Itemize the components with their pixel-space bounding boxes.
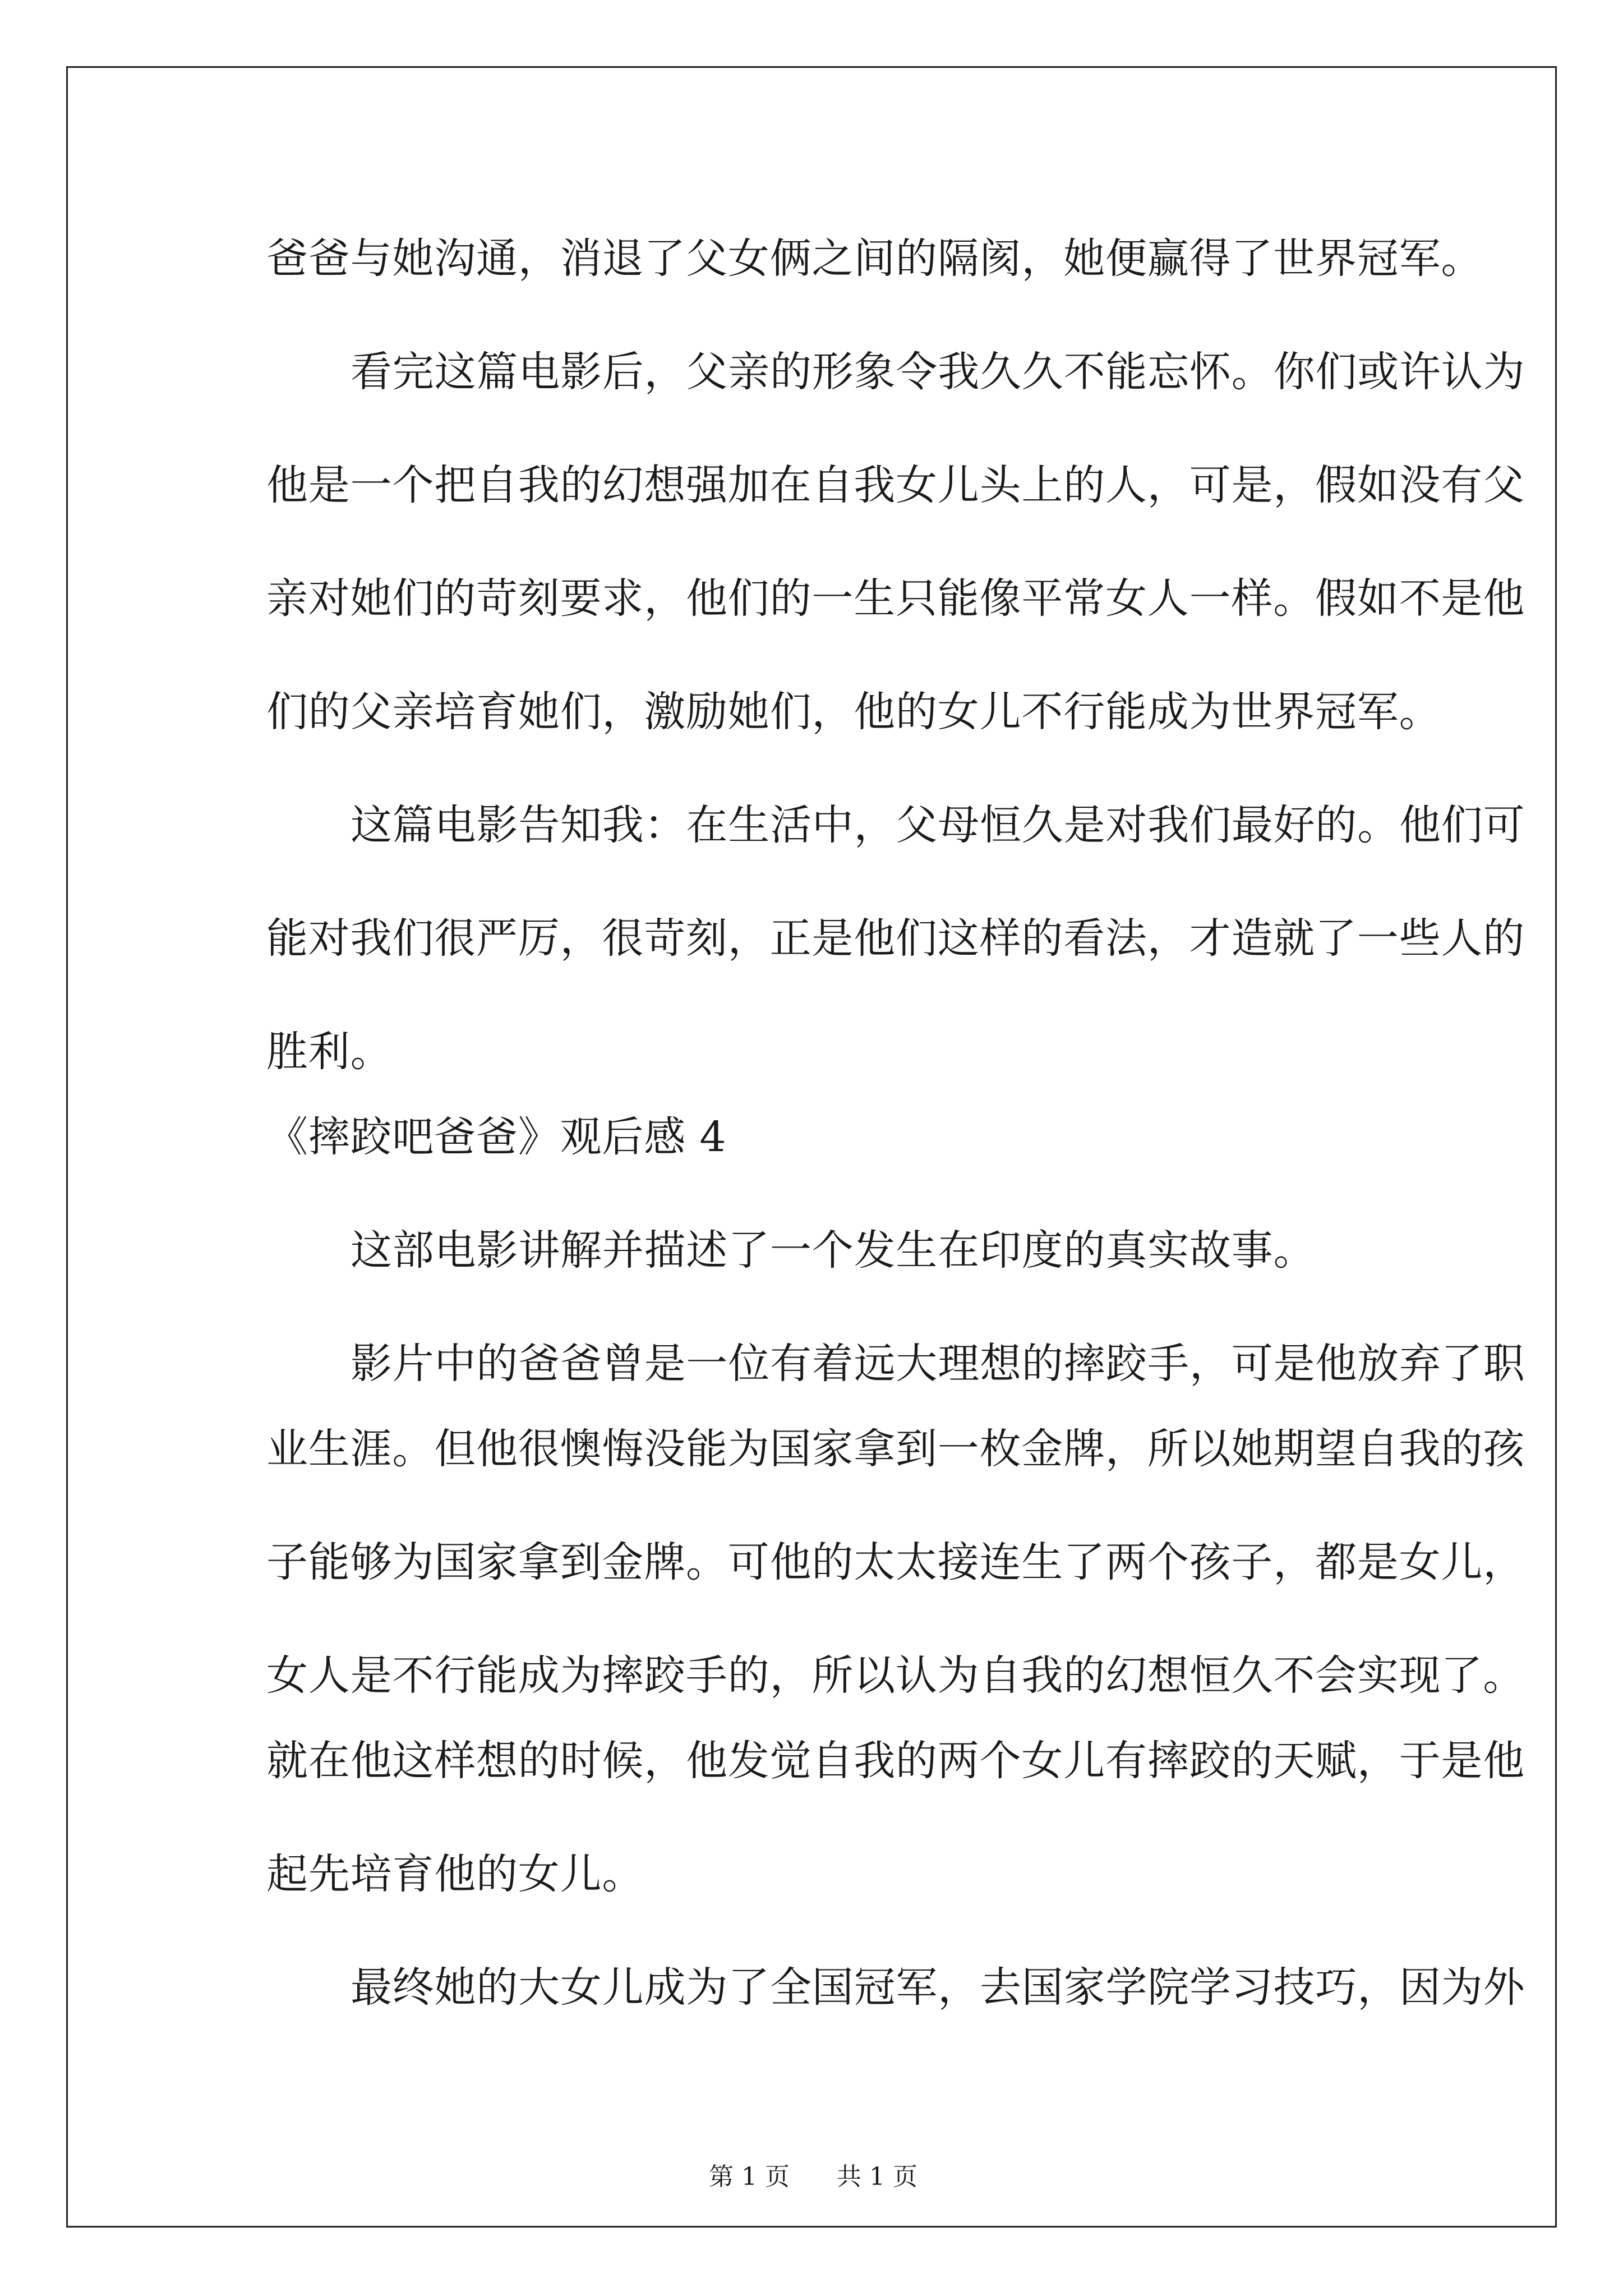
text-line: 女人是不行能成为摔跤手的，所以认为自我的幻想恒久不会实现了。	[266, 1651, 1525, 1700]
text-line: 这篇电影告知我：在生活中，父母恒久是对我们最好的。他们可	[351, 801, 1525, 849]
text-line: 胜利。	[266, 1028, 393, 1076]
text-line: 子能够为国家拿到金牌。可他的太太接连生了两个孩子，都是女儿，	[266, 1538, 1525, 1586]
text-line: 最终她的大女儿成为了全国冠军，去国家学院学习技巧，因为外	[351, 1963, 1525, 2012]
text-line: 业生涯。但他很懊悔没能为国家拿到一枚金牌，所以她期望自我的孩	[266, 1425, 1525, 1473]
text-line: 亲对她们的苛刻要求，他们的一生只能像平常女人一样。假如不是他	[266, 574, 1525, 623]
text-line: 这部电影讲解并描述了一个发生在印度的真实故事。	[351, 1226, 1316, 1274]
page-total: 共 1 页	[837, 2162, 917, 2191]
text-line: 影片中的爸爸曾是一位有着远大理想的摔跤手，可是他放弃了职	[351, 1340, 1525, 1388]
text-line: 爸爸与她沟通，消退了父女俩之间的隔阂，她便赢得了世界冠军。	[266, 234, 1483, 283]
text-line: 他是一个把自我的幻想强加在自我女儿头上的人，可是，假如没有父	[266, 461, 1525, 509]
text-line: 能对我们很严厉，很苛刻，正是他们这样的看法，才造就了一些人的	[266, 914, 1525, 963]
text-line: 看完这篇电影后，父亲的形象令我久久不能忘怀。你们或许认为	[351, 348, 1525, 396]
page-footer	[68, 2160, 1559, 2194]
page-number: 第 1 页	[709, 2162, 790, 2191]
text-line: 起先培育他的女儿。	[266, 1850, 644, 1898]
text-line: 就在他这样想的时候，他发觉自我的两个女儿有摔跤的天赋，于是他	[266, 1737, 1525, 1785]
section-heading: 《摔跤吧爸爸》观后感 4	[266, 1113, 727, 1161]
page-frame	[66, 66, 1557, 2228]
text-line: 们的父亲培育她们，激励她们，他的女儿不行能成为世界冠军。	[266, 688, 1441, 736]
document-body	[200, 68, 1559, 2229]
